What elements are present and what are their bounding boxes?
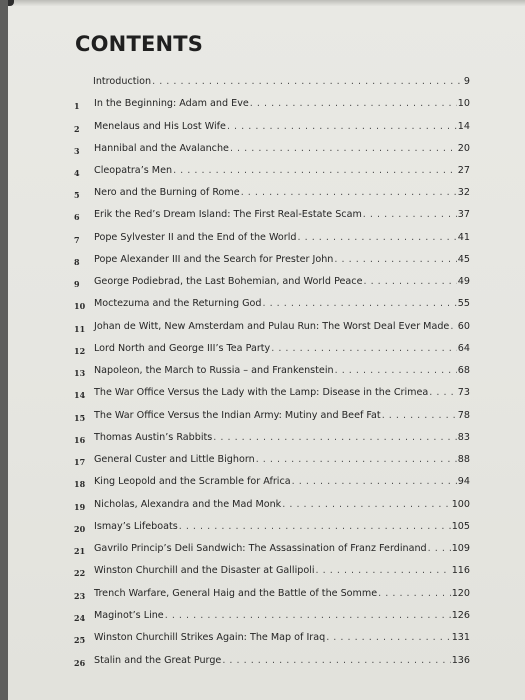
toc-entry[interactable] <box>8 208 525 226</box>
dot-leader <box>230 143 457 154</box>
chapter-number: 11 <box>74 323 86 334</box>
chapter-number: 6 <box>74 212 80 223</box>
toc-entry[interactable] <box>8 453 525 471</box>
book-page <box>8 0 525 700</box>
chapter-number: 22 <box>74 568 86 579</box>
toc-entry-page: 94 <box>457 476 470 488</box>
toc-entry-page: 14 <box>457 120 470 132</box>
chapter-number: 20 <box>74 523 86 534</box>
toc-entry[interactable] <box>8 587 525 605</box>
chapter-number: 2 <box>74 123 80 134</box>
toc-entry-page: 20 <box>457 142 470 154</box>
toc-line <box>94 298 470 309</box>
toc-entry[interactable] <box>8 564 525 582</box>
dot-leader <box>316 565 451 576</box>
toc-line <box>94 588 470 599</box>
toc-entry-title: The War Office Versus the Indian Army: Mutiny and Beef Fat <box>94 409 381 421</box>
toc-line <box>94 476 470 487</box>
chapter-number: 10 <box>74 301 86 312</box>
toc-entry-title: Lord North and George III’s Tea Party <box>94 342 271 354</box>
toc-line <box>94 632 470 643</box>
toc-entry[interactable] <box>8 164 525 182</box>
toc-line <box>94 343 470 354</box>
toc-entry-introduction[interactable] <box>8 75 525 93</box>
chapter-number: 16 <box>74 434 86 445</box>
toc-entry-title: Hannibal and the Avalanche <box>94 142 229 154</box>
toc-line <box>94 543 470 554</box>
dot-leader <box>152 76 463 87</box>
toc-line <box>94 321 470 332</box>
chapter-number: 13 <box>74 368 86 379</box>
toc-entry-page: 83 <box>457 431 470 443</box>
toc-entry-page: 68 <box>457 365 470 377</box>
dot-leader <box>363 209 457 220</box>
toc-entry-title: Stalin and the Great Purge <box>94 654 222 666</box>
dot-leader <box>222 655 450 666</box>
dot-leader <box>227 121 457 132</box>
toc-entry-page: 10 <box>457 98 470 110</box>
dot-leader <box>282 499 450 510</box>
chapter-number: 14 <box>74 390 86 401</box>
toc-entry-title: Thomas Austin’s Rabbits <box>94 431 213 443</box>
toc-line <box>94 209 470 220</box>
toc-entry-title: Ismay’s Lifeboats <box>94 520 178 532</box>
toc-line <box>94 655 470 666</box>
toc-entry-title: Moctezuma and the Returning God <box>94 298 262 310</box>
toc-entry-page: 109 <box>451 543 470 555</box>
toc-entry[interactable] <box>8 654 525 672</box>
toc-entry-title: In the Beginning: Adam and Eve <box>94 98 249 110</box>
toc-line <box>94 610 470 621</box>
dot-leader <box>213 432 457 443</box>
toc-entry[interactable] <box>8 186 525 204</box>
chapter-number: 4 <box>74 168 80 178</box>
toc-line <box>94 387 470 398</box>
dot-leader <box>334 254 456 265</box>
toc-entry[interactable] <box>8 142 525 160</box>
chapter-number: 25 <box>74 635 86 646</box>
toc-entry-page: 27 <box>457 165 470 176</box>
toc-entry-title: King Leopold and the Scramble for Africa <box>94 476 291 488</box>
chapter-number: 17 <box>74 457 86 468</box>
toc-line <box>93 76 470 87</box>
chapter-number: 23 <box>74 590 86 601</box>
dot-leader <box>292 476 457 487</box>
toc-entry-page: 131 <box>451 632 470 644</box>
toc-entry[interactable] <box>8 475 525 493</box>
toc-entry[interactable] <box>8 364 525 382</box>
toc-entry-page: 78 <box>457 409 470 421</box>
toc-entry-title: Johan de Witt, New Amsterdam and Pulau Run: The Worst Deal Ever Made <box>94 320 450 332</box>
toc-entry-page: 37 <box>457 209 470 221</box>
chapter-number: 18 <box>74 479 86 490</box>
toc-entry[interactable] <box>8 431 525 449</box>
toc-entry[interactable] <box>8 631 525 649</box>
toc-entry[interactable] <box>8 275 525 293</box>
toc-entry[interactable] <box>8 120 525 138</box>
toc-entry[interactable] <box>8 520 525 538</box>
toc-entry[interactable] <box>8 320 525 338</box>
dot-leader <box>271 343 457 354</box>
chapter-number: 8 <box>74 256 80 267</box>
toc-entry-title: George Podiebrad, the Last Bohemian, and World Peace <box>94 276 363 288</box>
dot-leader <box>378 588 451 599</box>
chapter-number: 15 <box>74 412 86 423</box>
toc-entry-page: 100 <box>451 498 470 510</box>
toc-entry-title: Trench Warfare, General Haig and the Battle of the Somme <box>94 587 378 599</box>
toc-entry[interactable] <box>8 386 525 404</box>
toc-line <box>94 454 470 465</box>
dot-leader <box>429 387 457 398</box>
chapter-number: 24 <box>74 613 86 623</box>
toc-entry-title: Nero and the Burning of Rome <box>94 187 240 199</box>
toc-entry[interactable] <box>8 97 525 115</box>
toc-entry-title: Cleopatra’s Men <box>94 165 173 176</box>
dot-leader <box>165 610 451 621</box>
toc-entry[interactable] <box>8 609 525 627</box>
dot-leader <box>382 410 457 421</box>
toc-entry[interactable] <box>8 342 525 360</box>
toc-entry-page: 55 <box>457 298 470 310</box>
dot-leader <box>241 187 457 198</box>
toc-entry-page: 88 <box>457 454 470 466</box>
toc-entry-title: General Custer and Little Bighorn <box>94 454 255 466</box>
toc-line <box>94 165 470 176</box>
toc-entry-page: 45 <box>457 253 470 265</box>
toc-line <box>94 187 470 198</box>
toc-entry-title: Introduction <box>93 76 152 87</box>
toc-entry[interactable] <box>8 542 525 560</box>
dot-leader <box>250 98 457 109</box>
toc-entry-title: Erik the Red’s Dream Island: The First Real-Estate Scam <box>94 209 362 221</box>
dot-leader <box>179 521 451 532</box>
toc-entry[interactable] <box>8 498 525 516</box>
toc-line <box>94 276 470 287</box>
toc-entry-title: Pope Sylvester II and the End of the World <box>94 231 297 243</box>
toc-entry-page: 49 <box>457 276 470 288</box>
toc-entry-title: Pope Alexander III and the Search for Prester John <box>94 253 334 265</box>
page-top-edge <box>8 0 525 6</box>
toc-entry-page: 64 <box>457 342 470 354</box>
toc-line <box>94 254 470 265</box>
chapter-number: 19 <box>74 501 86 512</box>
chapter-number: 9 <box>74 279 80 290</box>
chapter-number: 5 <box>74 190 80 201</box>
dot-leader <box>335 365 457 376</box>
dot-leader <box>326 632 451 643</box>
toc-entry-title: Winston Churchill Strikes Again: The Map of Iraq <box>94 632 326 644</box>
toc-line <box>94 432 470 443</box>
toc-entry-title: The War Office Versus the Lady with the Lamp: Disease in the Crimea <box>94 387 429 399</box>
toc-entry-page: 120 <box>451 587 470 599</box>
toc-line <box>94 565 470 576</box>
toc-line <box>94 98 470 109</box>
toc-line <box>94 365 470 376</box>
toc-line <box>94 143 470 154</box>
toc-line <box>94 521 470 532</box>
toc-entry[interactable] <box>8 253 525 271</box>
toc-entry-page: 32 <box>457 187 470 199</box>
toc-entry-page: 136 <box>451 654 470 666</box>
toc-entry-page: 116 <box>451 565 470 577</box>
toc-entry[interactable] <box>8 409 525 427</box>
chapter-number: 7 <box>74 234 80 245</box>
toc-entry-title: Maginot’s Line <box>94 610 164 621</box>
toc-entry-page: 105 <box>451 520 470 532</box>
toc-entry[interactable] <box>8 231 525 249</box>
toc-entry-page: 9 <box>463 76 470 87</box>
toc-entry[interactable] <box>8 297 525 315</box>
contents-heading: CONTENTS <box>75 32 204 56</box>
toc-line <box>94 121 470 132</box>
chapter-number: 1 <box>74 101 80 112</box>
dot-leader <box>450 321 456 332</box>
dot-leader <box>256 454 457 465</box>
toc-entry-title: Winston Churchill and the Disaster at Gallipoli <box>94 565 315 577</box>
dot-leader <box>173 165 457 176</box>
chapter-number: 26 <box>74 657 86 668</box>
dot-leader <box>298 232 457 243</box>
dot-leader <box>428 543 451 554</box>
toc-entry-title: Napoleon, the March to Russia – and Frankenstein <box>94 365 334 377</box>
toc-entry-title: Nicholas, Alexandra and the Mad Monk <box>94 498 282 510</box>
toc-entry-page: 73 <box>457 387 470 399</box>
chapter-number: 3 <box>74 145 80 156</box>
toc-entry-title: Menelaus and His Lost Wife <box>94 120 226 132</box>
toc-entry-title: Gavrilo Princip’s Deli Sandwich: The Assassination of Franz Ferdinand <box>94 543 427 555</box>
dot-leader <box>262 298 456 309</box>
toc-entry-page: 126 <box>451 610 470 621</box>
toc-line <box>94 232 470 243</box>
chapter-number: 12 <box>74 345 86 356</box>
dot-leader <box>363 276 456 287</box>
toc-line <box>94 499 470 510</box>
toc-line <box>94 410 470 421</box>
toc-entry-page: 41 <box>457 231 470 243</box>
toc-entry-page: 60 <box>457 320 470 332</box>
chapter-number: 21 <box>74 546 86 557</box>
